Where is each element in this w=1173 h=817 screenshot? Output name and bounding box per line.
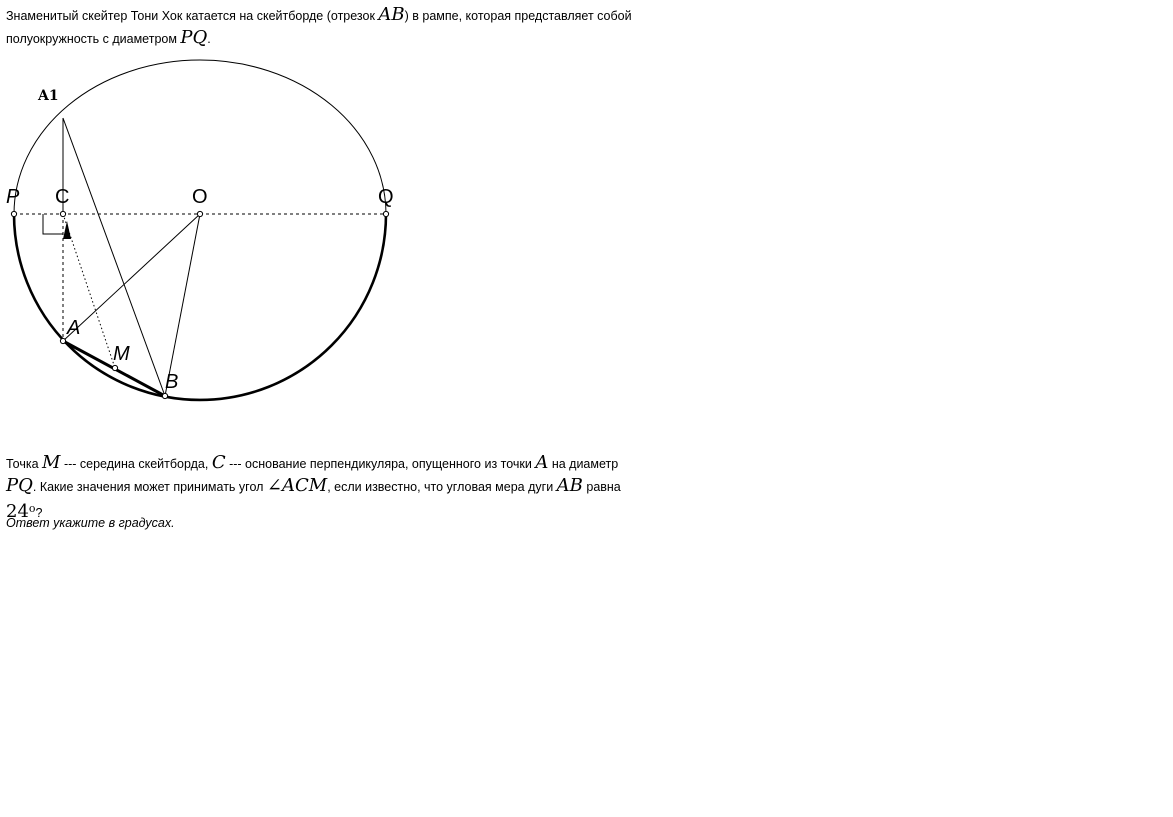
math-diameter-pq-2: PQ <box>6 475 33 496</box>
point-c <box>60 211 65 216</box>
text-span: равна <box>582 480 621 494</box>
right-angle-mark <box>43 214 63 234</box>
label-b: B <box>165 371 179 393</box>
point-a <box>60 338 65 343</box>
point-q <box>383 211 388 216</box>
math-angle-acm: ∠ACM <box>266 475 328 496</box>
label-p: P <box>6 186 20 208</box>
text-span: на диаметр <box>548 457 619 471</box>
text-span: Точка <box>6 457 43 471</box>
math-arc-measure: 24 <box>6 501 29 523</box>
problem-statement-part2 <box>6 452 646 524</box>
point-m <box>112 365 117 370</box>
problem-statement-part1 <box>6 4 646 50</box>
point-b <box>162 393 167 398</box>
text-span: ? <box>35 506 43 521</box>
text-span: . <box>207 32 211 46</box>
geometry-figure <box>0 50 420 410</box>
math-diameter-pq: PQ <box>180 27 208 48</box>
point-p <box>11 211 16 216</box>
label-m: M <box>113 343 130 365</box>
angle-arrow-marker <box>63 221 71 239</box>
label-a1: A1 <box>38 88 59 104</box>
answer-instruction: Ответ укажите в градусах. <box>6 516 175 530</box>
label-a: A <box>67 317 81 339</box>
label-c: C <box>55 186 70 208</box>
math-arc-ab: AB <box>556 475 583 496</box>
degree-sign: o <box>28 502 36 515</box>
label-q: Q <box>378 186 394 208</box>
text-span: Знаменитый скейтер Тони Хок катается на скейтборде (отрезок <box>6 9 379 23</box>
math-point-a: A <box>535 452 549 473</box>
text-span: --- основание перпендикуляра, опущенного из точки <box>225 457 536 471</box>
math-point-m: M <box>42 452 61 473</box>
point-o <box>197 211 202 216</box>
math-segment-ab: AB <box>378 4 405 25</box>
math-point-c: C <box>211 452 226 473</box>
text-span: . Какие значения может принимать угол <box>32 480 267 494</box>
text-span: ) в рампе, которая представляет собой полуокружность с диаметром <box>6 9 632 46</box>
text-span: , если известно, что угловая мера дуги <box>327 480 557 494</box>
ramp-semicircle <box>14 214 386 400</box>
label-o: O <box>192 186 208 208</box>
text-span: --- середина скейтборда, <box>60 457 212 471</box>
